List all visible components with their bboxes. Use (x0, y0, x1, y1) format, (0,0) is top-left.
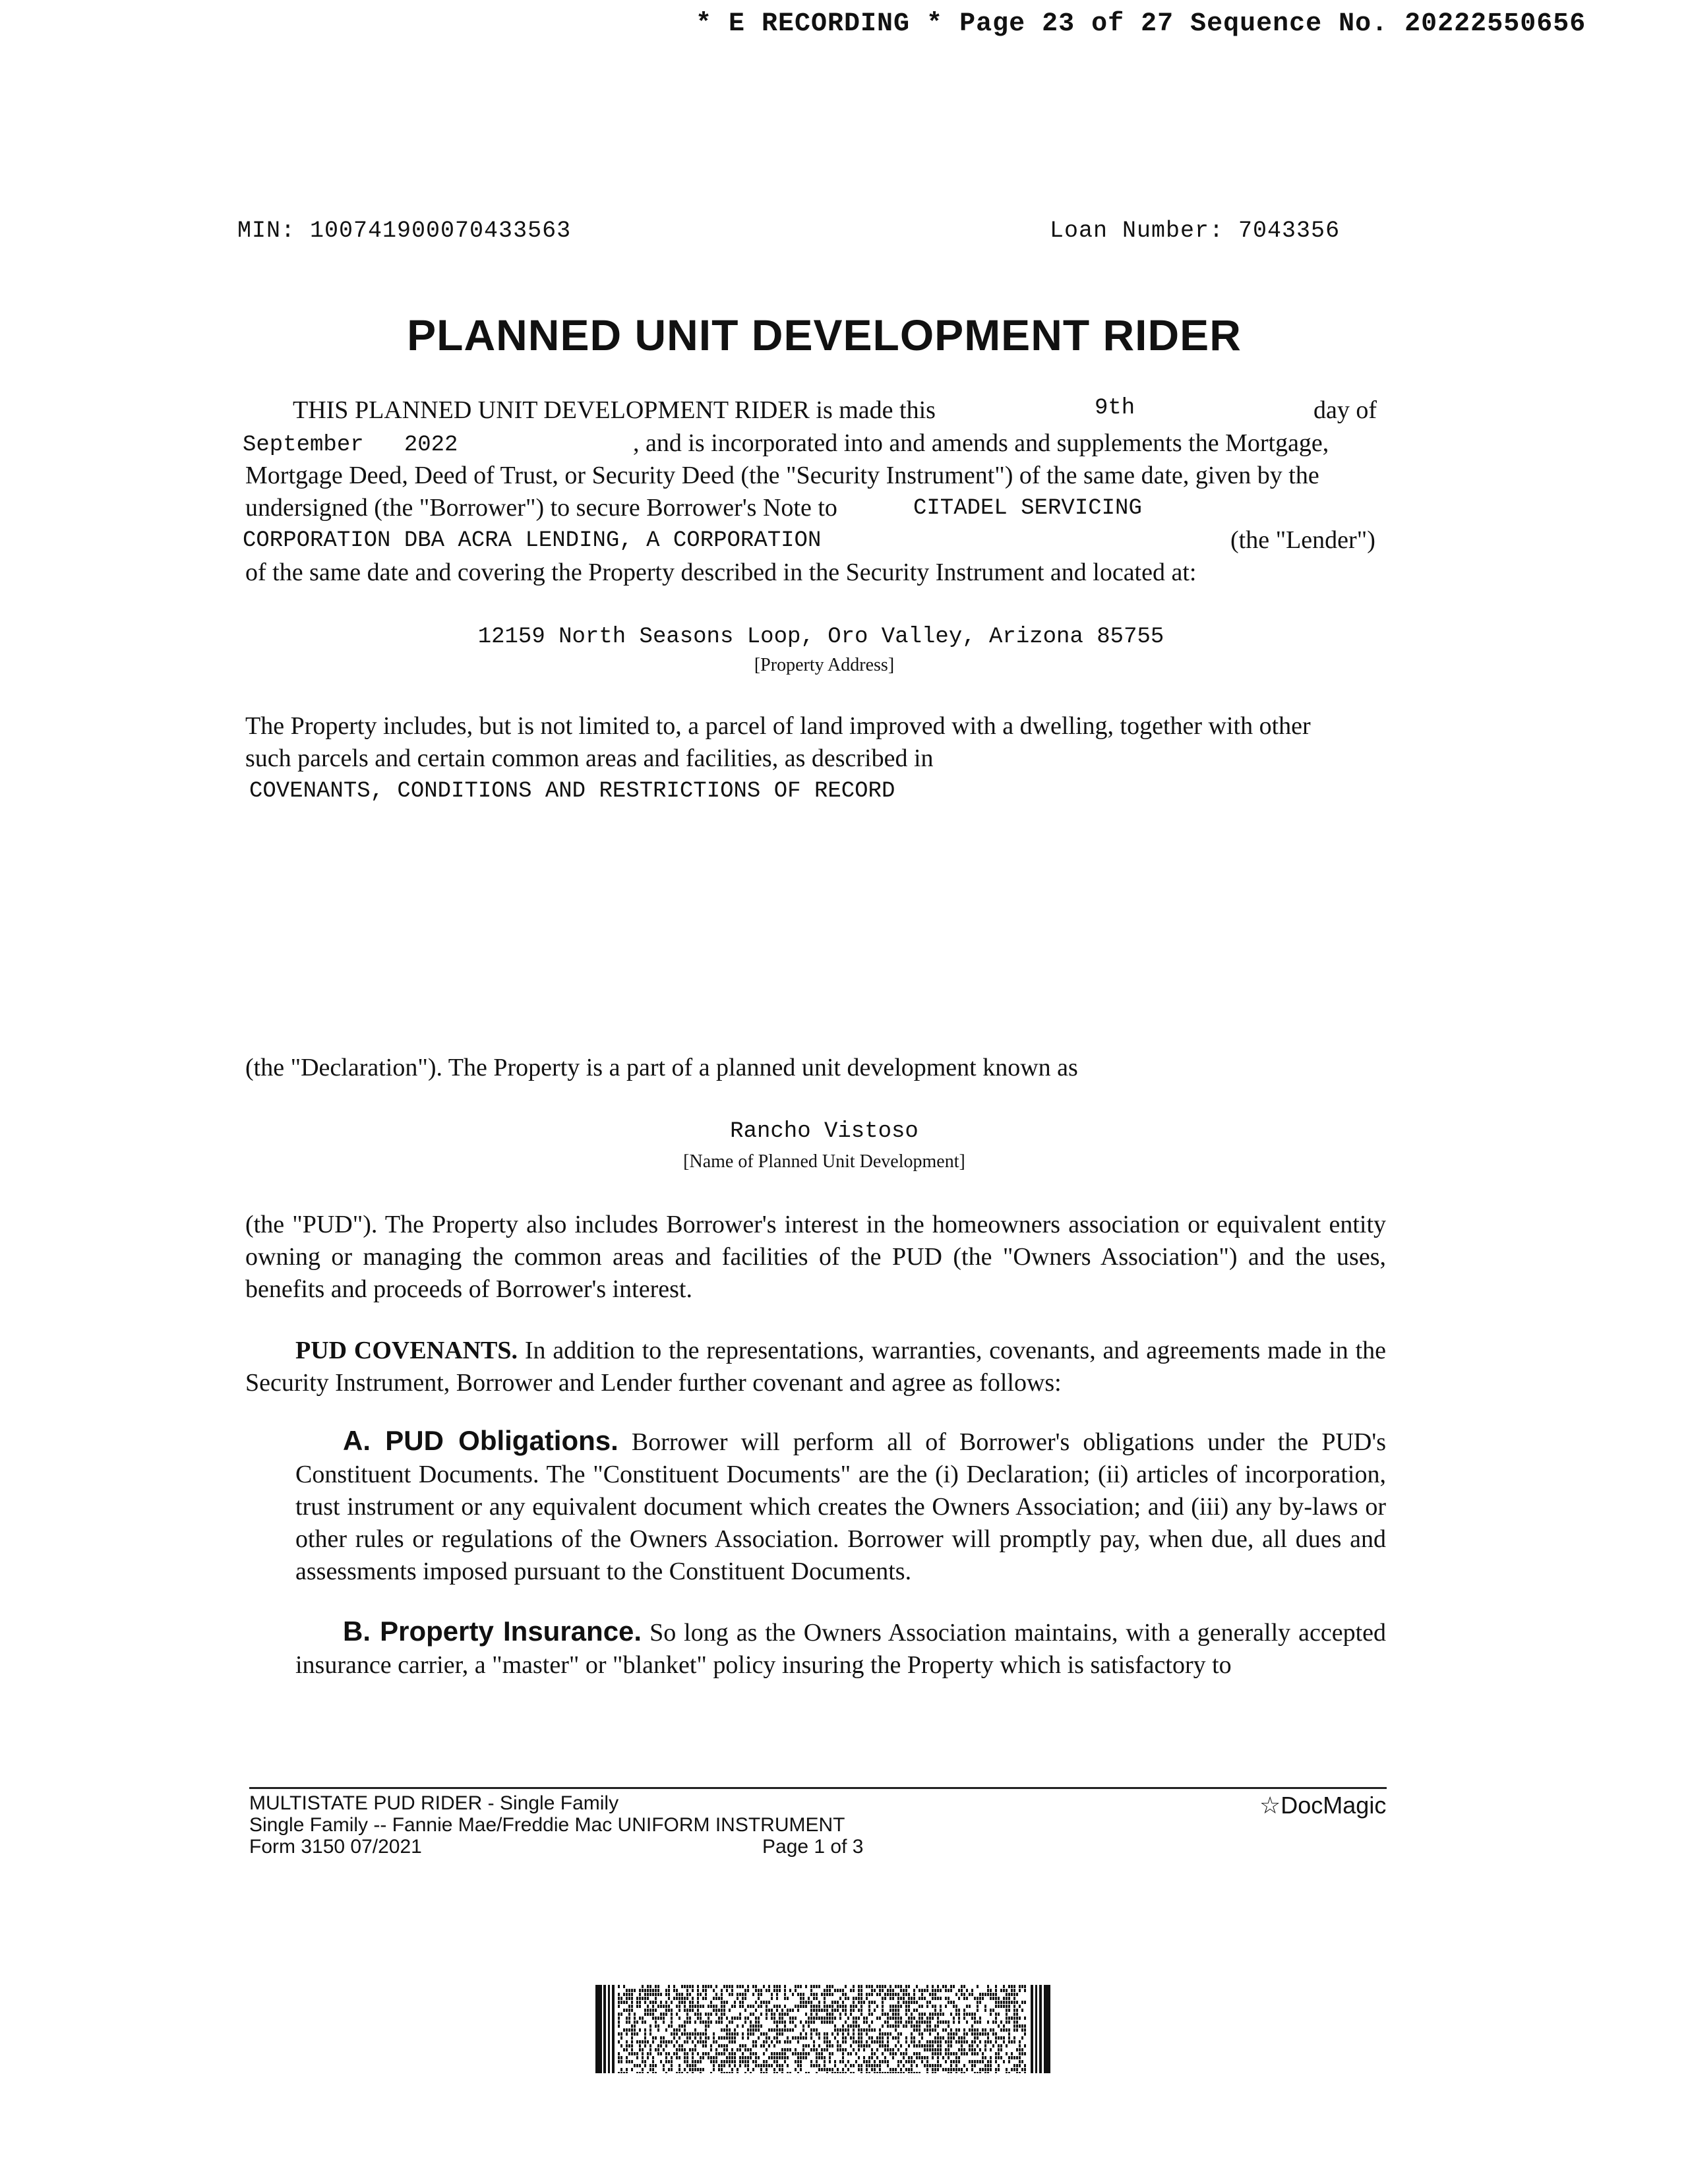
recording-header: * E RECORDING * Page 23 of 27 Sequence No. 20222550656 (696, 9, 1586, 39)
docmagic-label: DocMagic (1281, 1792, 1387, 1819)
lender-name-line2: CORPORATION DBA ACRA LENDING, A CORPORATION (243, 528, 822, 553)
page-title: PLANNED UNIT DEVELOPMENT RIDER (407, 311, 1242, 359)
intro-lead: THIS PLANNED UNIT DEVELOPMENT RIDER is made this (293, 396, 936, 424)
property-includes-line2: such parcels and certain common areas and facilities, as described in (245, 744, 934, 772)
section-b-heading: B. Property Insurance. (343, 1616, 642, 1647)
pud-covenants-text: In addition to the representations, warranties, covenants, and agreements made in the Security Instrument, Borrower and Lender further covenant and agree as follows: (245, 1337, 1386, 1397)
intro-line4: undersigned (the "Borrower") to secure Borrower's Note to (245, 494, 837, 522)
footer-line2: Single Family -- Fannie Mae/Freddie Mac UNIFORM INSTRUMENT (249, 1814, 845, 1836)
intro-month-year: September 2022 (243, 433, 458, 458)
footer-line3: Form 3150 07/2021 (249, 1836, 422, 1858)
pud-name: Rancho Vistoso (730, 1119, 919, 1144)
intro-day-of: day of (1313, 396, 1377, 424)
barcode (595, 1985, 1050, 2073)
section-b (295, 1615, 1386, 1682)
pud-covenants-paragraph (245, 1335, 1386, 1399)
intro-line2: , and is incorporated into and amends and supplements the Mortgage, (633, 429, 1329, 457)
pud-covenants-heading: PUD COVENANTS. (295, 1337, 518, 1364)
min-number: MIN: 100741900070433563 (237, 218, 572, 244)
the-lender-label: (the "Lender") (1230, 526, 1375, 554)
pud-name-caption: [Name of Planned Unit Development] (683, 1151, 965, 1172)
property-address-caption: [Property Address] (754, 655, 895, 675)
star-outline-icon: ☆ (1259, 1792, 1281, 1819)
docmagic-brand (1259, 1792, 1386, 1819)
loan-number: Loan Number: 7043356 (1050, 218, 1341, 244)
pud-paragraph: (the "PUD"). The Property also includes Borrower's interest in the homeowners association or equivalent entity owning or managing the common areas and facilities of the PUD (the "Owners Association") and the uses, benefits and proceeds of Borrower's interest. (245, 1211, 1386, 1303)
section-a (295, 1424, 1386, 1588)
property-includes-line1: The Property includes, but is not limited to, a parcel of land improved with a dwelling, together with other (245, 712, 1311, 740)
intro-line3: Mortgage Deed, Deed of Trust, or Security Deed (the "Security Instrument") of the same date, given by the (245, 462, 1319, 489)
footer-page-number: Page 1 of 3 (762, 1836, 864, 1858)
intro-day: 9th (1095, 396, 1135, 421)
section-a-heading: A. PUD Obligations. (343, 1425, 618, 1456)
intro-line6: of the same date and covering the Property described in the Security Instrument and located at: (245, 559, 1197, 586)
declaration-name: COVENANTS, CONDITIONS AND RESTRICTIONS OF RECORD (249, 779, 895, 804)
section-a-text: Borrower will perform all of Borrower's obligations under the PUD's Constituent Documents. The "Constituent Documents" are the (i) Declaration; (ii) articles of incorporation, trust instrument or any equivalent document which creates the Owners Association; and (iii) any by-laws or other rules or regulations of the Owners Association. Borrower will promptly pay, when due, all dues and assessments imposed pursuant to the Constituent Documents. (295, 1428, 1387, 1585)
lender-name-line1: CITADEL SERVICING (913, 496, 1142, 521)
footer-rule (249, 1787, 1387, 1789)
footer-line1: MULTISTATE PUD RIDER - Single Family (249, 1792, 619, 1814)
section-b-text: So long as the Owners Association maintains, with a generally accepted insurance carrier, a "master" or "blanket" policy insuring the Property which is satisfactory to (295, 1619, 1387, 1679)
declaration-line: (the "Declaration"). The Property is a part of a planned unit development known as (245, 1054, 1078, 1081)
property-address: 12159 North Seasons Loop, Oro Valley, Arizona 85755 (477, 624, 1164, 650)
